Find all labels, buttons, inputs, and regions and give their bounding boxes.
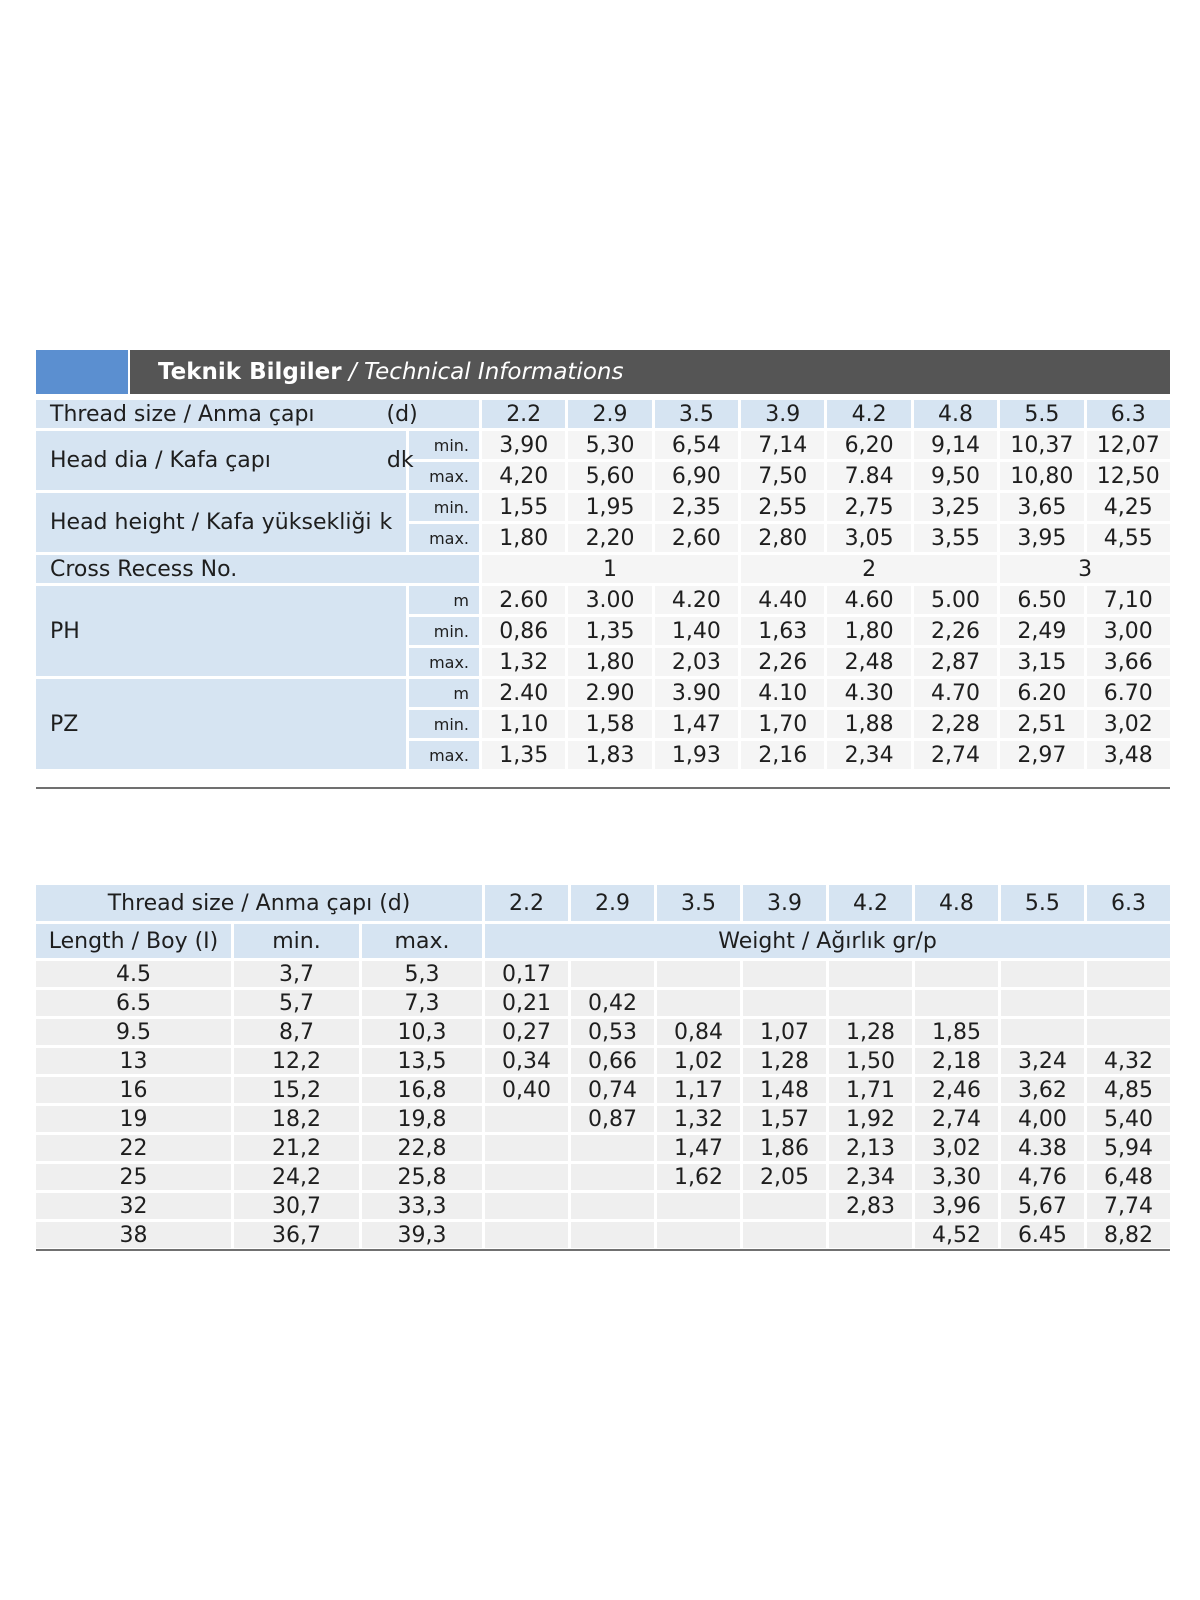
weight-row-length: 32 <box>36 1193 231 1219</box>
weight-row-min: 21,2 <box>234 1135 359 1161</box>
head-height-max-value: 3,55 <box>914 524 997 552</box>
weight-row-length: 19 <box>36 1106 231 1132</box>
weight-row-length: 22 <box>36 1135 231 1161</box>
ph-min-value: 1,80 <box>827 617 910 645</box>
pz-max-value: 1,93 <box>655 741 738 769</box>
head-dia-min-label: min. <box>409 431 479 459</box>
ph-max-value: 2,87 <box>914 648 997 676</box>
weight-row-min: 3,7 <box>234 961 359 987</box>
weight-thread-size-row <box>36 885 1170 921</box>
weight-value: 2,13 <box>829 1135 912 1161</box>
cross-recess-number: 1 <box>482 555 738 583</box>
head-dia-min-value: 9,14 <box>914 431 997 459</box>
weight-row-max: 22,8 <box>362 1135 482 1161</box>
head-height-symbol: k <box>379 510 393 535</box>
weight-value: 4,85 <box>1087 1077 1170 1103</box>
weight-value <box>743 1193 826 1219</box>
head-dia-max-label: max. <box>409 462 479 490</box>
weight-value: 3,24 <box>1001 1048 1084 1074</box>
weight-row-min: 8,7 <box>234 1019 359 1045</box>
head-height-max-value: 4,55 <box>1087 524 1170 552</box>
weight-thread-size-value: 5.5 <box>1001 885 1084 921</box>
weight-value <box>743 1222 826 1248</box>
weight-value <box>571 1164 654 1190</box>
weight-row-min: 24,2 <box>234 1164 359 1190</box>
ph-max-value: 2,03 <box>655 648 738 676</box>
thread-size-value: 5.5 <box>1000 400 1083 428</box>
technical-table-body <box>36 400 1170 769</box>
weight-thread-size-value: 2.9 <box>571 885 654 921</box>
weight-value: 5,40 <box>1087 1106 1170 1132</box>
cross-recess-number: 2 <box>741 555 997 583</box>
weight-value: 8,82 <box>1087 1222 1170 1248</box>
technical-table-bottom-rule <box>36 787 1170 789</box>
weight-value: 3,62 <box>1001 1077 1084 1103</box>
head-dia-min-value: 3,90 <box>482 431 565 459</box>
weight-value: 0,74 <box>571 1077 654 1103</box>
weight-value: 7,74 <box>1087 1193 1170 1219</box>
ph-m-value: 7,10 <box>1087 586 1170 614</box>
weight-value: 3,30 <box>915 1164 998 1190</box>
thread-size-label <box>36 400 479 428</box>
weight-row <box>36 1193 1170 1219</box>
weight-value <box>743 961 826 987</box>
pz-m-row <box>36 679 1170 707</box>
weight-value: 1,47 <box>657 1135 740 1161</box>
head-height-min-value: 2,55 <box>741 493 824 521</box>
weight-table-body <box>36 885 1170 1248</box>
ph-label: PH <box>36 586 406 676</box>
ph-min-value: 0,86 <box>482 617 565 645</box>
weight-thread-size-value: 4.8 <box>915 885 998 921</box>
head-height-min-value: 1,55 <box>482 493 565 521</box>
weight-value <box>657 1222 740 1248</box>
ph-min-value: 1,40 <box>655 617 738 645</box>
head-height-min-value: 1,95 <box>568 493 651 521</box>
section-header <box>36 350 1170 394</box>
pz-label: PZ <box>36 679 406 769</box>
weight-value: 1,50 <box>829 1048 912 1074</box>
weight-value <box>829 990 912 1016</box>
ph-min-value: 1,63 <box>741 617 824 645</box>
pz-min-value: 1,47 <box>655 710 738 738</box>
head-dia-symbol: dk <box>386 448 414 473</box>
thread-size-symbol: (d) <box>386 401 418 427</box>
thread-size-value: 4.2 <box>827 400 910 428</box>
ph-m-value: 4.60 <box>827 586 910 614</box>
weight-value: 1,71 <box>829 1077 912 1103</box>
weight-table <box>33 882 1173 1251</box>
head-height-max-value: 3,05 <box>827 524 910 552</box>
ph-max-value: 3,66 <box>1087 648 1170 676</box>
head-height-min-value: 2,35 <box>655 493 738 521</box>
weight-row-min: 18,2 <box>234 1106 359 1132</box>
weight-value: 1,92 <box>829 1106 912 1132</box>
weight-row-max: 7,3 <box>362 990 482 1016</box>
weight-value: 2,05 <box>743 1164 826 1190</box>
weight-value: 5,67 <box>1001 1193 1084 1219</box>
weight-value <box>1087 990 1170 1016</box>
pz-m-value: 4.30 <box>827 679 910 707</box>
pz-m-value: 3.90 <box>655 679 738 707</box>
weight-value: 0,66 <box>571 1048 654 1074</box>
weight-value: 6.45 <box>1001 1222 1084 1248</box>
pz-max-value: 1,35 <box>482 741 565 769</box>
cross-recess-label: Cross Recess No. <box>36 555 479 583</box>
pz-min-value: 1,58 <box>568 710 651 738</box>
weight-value <box>485 1222 568 1248</box>
weight-value <box>657 961 740 987</box>
weight-value: 4,32 <box>1087 1048 1170 1074</box>
pz-m-value: 6.20 <box>1000 679 1083 707</box>
weight-value <box>485 1106 568 1132</box>
max-column-header: max. <box>362 924 482 958</box>
pz-min-value: 2,28 <box>914 710 997 738</box>
head-dia-max-value: 4,20 <box>482 462 565 490</box>
ph-m-row <box>36 586 1170 614</box>
head-dia-max-value: 7.84 <box>827 462 910 490</box>
pz-m-value: 2.40 <box>482 679 565 707</box>
weight-value <box>1087 961 1170 987</box>
weight-thread-size-label: Thread size / Anma çapı (d) <box>36 885 482 921</box>
weight-table-bottom-rule <box>36 1249 1170 1251</box>
head-dia-min-value: 12,07 <box>1087 431 1170 459</box>
pz-max-value: 2,34 <box>827 741 910 769</box>
weight-row-min: 5,7 <box>234 990 359 1016</box>
weight-value: 1,02 <box>657 1048 740 1074</box>
weight-row <box>36 1106 1170 1132</box>
weight-value: 4,76 <box>1001 1164 1084 1190</box>
weight-column-header: Weight / Ağırlık gr/p <box>485 924 1170 958</box>
ph-max-value: 1,32 <box>482 648 565 676</box>
weight-value: 4,00 <box>1001 1106 1084 1132</box>
thread-size-value: 2.2 <box>482 400 565 428</box>
weight-value <box>485 1193 568 1219</box>
weight-row-min: 12,2 <box>234 1048 359 1074</box>
weight-row-max: 25,8 <box>362 1164 482 1190</box>
weight-row-max: 39,3 <box>362 1222 482 1248</box>
weight-value: 0,27 <box>485 1019 568 1045</box>
weight-value: 2,46 <box>915 1077 998 1103</box>
cross-recess-row <box>36 555 1170 583</box>
weight-value: 1,07 <box>743 1019 826 1045</box>
ph-m-value: 6.50 <box>1000 586 1083 614</box>
head-height-min-value: 4,25 <box>1087 493 1170 521</box>
head-dia-min-value: 6,20 <box>827 431 910 459</box>
ph-max-value: 2,26 <box>741 648 824 676</box>
pz-m-value: 2.90 <box>568 679 651 707</box>
weight-row <box>36 1019 1170 1045</box>
weight-value: 2,18 <box>915 1048 998 1074</box>
weight-value: 2,74 <box>915 1106 998 1132</box>
weight-row-max: 16,8 <box>362 1077 482 1103</box>
thread-size-value: 4.8 <box>914 400 997 428</box>
weight-row-length: 4.5 <box>36 961 231 987</box>
pz-m-label: m <box>409 679 479 707</box>
weight-value <box>1001 1019 1084 1045</box>
ph-m-label: m <box>409 586 479 614</box>
header-bar <box>130 350 1170 394</box>
weight-value: 1,57 <box>743 1106 826 1132</box>
pz-max-value: 1,83 <box>568 741 651 769</box>
thread-size-value: 2.9 <box>568 400 651 428</box>
head-height-max-value: 2,20 <box>568 524 651 552</box>
head-height-max-value: 1,80 <box>482 524 565 552</box>
pz-m-value: 4.70 <box>914 679 997 707</box>
weight-row-max: 10,3 <box>362 1019 482 1045</box>
weight-thread-size-value: 4.2 <box>829 885 912 921</box>
weight-value <box>485 1135 568 1161</box>
weight-value <box>571 1222 654 1248</box>
ph-min-value: 2,26 <box>914 617 997 645</box>
pz-min-label: min. <box>409 710 479 738</box>
min-column-header: min. <box>234 924 359 958</box>
weight-row <box>36 1222 1170 1248</box>
weight-value: 0,84 <box>657 1019 740 1045</box>
head-dia-min-value: 7,14 <box>741 431 824 459</box>
thread-size-row <box>36 400 1170 428</box>
length-column-header: Length / Boy (I) <box>36 924 231 958</box>
ph-max-value: 1,80 <box>568 648 651 676</box>
head-height-min-label: min. <box>409 493 479 521</box>
weight-row <box>36 1135 1170 1161</box>
weight-value: 0,42 <box>571 990 654 1016</box>
weight-row-length: 38 <box>36 1222 231 1248</box>
weight-value <box>1087 1019 1170 1045</box>
weight-value <box>1001 990 1084 1016</box>
ph-m-value: 4.40 <box>741 586 824 614</box>
ph-m-value: 5.00 <box>914 586 997 614</box>
ph-max-value: 2,48 <box>827 648 910 676</box>
weight-value <box>829 1222 912 1248</box>
ph-min-label: min. <box>409 617 479 645</box>
weight-value: 1,62 <box>657 1164 740 1190</box>
weight-row-max: 33,3 <box>362 1193 482 1219</box>
thread-size-value: 3.5 <box>655 400 738 428</box>
weight-row-max: 13,5 <box>362 1048 482 1074</box>
pz-m-value: 6.70 <box>1087 679 1170 707</box>
weight-value: 2,34 <box>829 1164 912 1190</box>
head-dia-min-row <box>36 431 1170 459</box>
weight-value <box>571 961 654 987</box>
technical-table <box>33 397 1173 772</box>
thread-size-label-text: Thread size / Anma çapı <box>50 401 315 427</box>
weight-value: 3,02 <box>915 1135 998 1161</box>
pz-min-value: 2,51 <box>1000 710 1083 738</box>
weight-row-min: 36,7 <box>234 1222 359 1248</box>
weight-value <box>743 990 826 1016</box>
weight-value: 0,21 <box>485 990 568 1016</box>
weight-value: 5,94 <box>1087 1135 1170 1161</box>
head-dia-max-value: 9,50 <box>914 462 997 490</box>
weight-value: 0,53 <box>571 1019 654 1045</box>
thread-size-value: 3.9 <box>741 400 824 428</box>
weight-value: 1,28 <box>743 1048 826 1074</box>
cross-recess-number: 3 <box>1000 555 1170 583</box>
weight-value: 0,40 <box>485 1077 568 1103</box>
ph-m-value: 3.00 <box>568 586 651 614</box>
pz-max-value: 2,16 <box>741 741 824 769</box>
weight-row-length: 16 <box>36 1077 231 1103</box>
head-height-max-label: max. <box>409 524 479 552</box>
head-dia-max-value: 6,90 <box>655 462 738 490</box>
weight-row-length: 9.5 <box>36 1019 231 1045</box>
weight-value <box>657 990 740 1016</box>
weight-value: 0,87 <box>571 1106 654 1132</box>
weight-row-min: 15,2 <box>234 1077 359 1103</box>
weight-row-max: 19,8 <box>362 1106 482 1132</box>
weight-value: 3,96 <box>915 1193 998 1219</box>
pz-max-value: 3,48 <box>1087 741 1170 769</box>
head-dia-label <box>36 431 414 490</box>
ph-min-value: 1,35 <box>568 617 651 645</box>
head-dia-max-value: 10,80 <box>1000 462 1083 490</box>
head-dia-min-value: 5,30 <box>568 431 651 459</box>
head-dia-min-value: 6,54 <box>655 431 738 459</box>
ph-min-value: 2,49 <box>1000 617 1083 645</box>
head-dia-max-value: 5,60 <box>568 462 651 490</box>
weight-thread-size-value: 3.5 <box>657 885 740 921</box>
weight-value <box>1001 961 1084 987</box>
weight-row <box>36 1077 1170 1103</box>
weight-value <box>829 961 912 987</box>
ph-min-value: 3,00 <box>1087 617 1170 645</box>
head-height-max-value: 2,60 <box>655 524 738 552</box>
weight-value: 4,52 <box>915 1222 998 1248</box>
head-dia-max-value: 12,50 <box>1087 462 1170 490</box>
head-dia-label-text: Head dia / Kafa çapı <box>50 448 271 473</box>
weight-value: 2,83 <box>829 1193 912 1219</box>
weight-value: 4.38 <box>1001 1135 1084 1161</box>
weight-value <box>571 1193 654 1219</box>
pz-max-value: 2,97 <box>1000 741 1083 769</box>
weight-row-max: 5,3 <box>362 961 482 987</box>
pz-min-value: 1,10 <box>482 710 565 738</box>
pz-max-value: 2,74 <box>914 741 997 769</box>
ph-max-value: 3,15 <box>1000 648 1083 676</box>
weight-subheader-row <box>36 924 1170 958</box>
head-height-min-value: 2,75 <box>827 493 910 521</box>
ph-max-label: max. <box>409 648 479 676</box>
head-height-max-value: 2,80 <box>741 524 824 552</box>
weight-value: 1,48 <box>743 1077 826 1103</box>
weight-row <box>36 1164 1170 1190</box>
thread-size-value: 6.3 <box>1087 400 1170 428</box>
weight-thread-size-value: 3.9 <box>743 885 826 921</box>
pz-min-value: 1,88 <box>827 710 910 738</box>
head-height-label-text: Head height / Kafa yüksekliği <box>50 510 372 535</box>
head-height-min-value: 3,65 <box>1000 493 1083 521</box>
weight-value: 0,17 <box>485 961 568 987</box>
weight-value: 1,32 <box>657 1106 740 1132</box>
weight-value: 6,48 <box>1087 1164 1170 1190</box>
weight-row <box>36 990 1170 1016</box>
weight-row-length: 13 <box>36 1048 231 1074</box>
ph-m-value: 2.60 <box>482 586 565 614</box>
weight-row-length: 25 <box>36 1164 231 1190</box>
header-separator: / <box>341 359 364 385</box>
head-dia-min-value: 10,37 <box>1000 431 1083 459</box>
pz-m-value: 4.10 <box>741 679 824 707</box>
header-title-en: Technical Informations <box>363 359 624 385</box>
weight-value <box>571 1135 654 1161</box>
weight-value: 1,28 <box>829 1019 912 1045</box>
weight-value <box>657 1193 740 1219</box>
header-accent-block <box>36 350 128 394</box>
weight-row <box>36 961 1170 987</box>
weight-row-length: 6.5 <box>36 990 231 1016</box>
weight-value <box>485 1164 568 1190</box>
pz-min-value: 3,02 <box>1087 710 1170 738</box>
weight-row-min: 30,7 <box>234 1193 359 1219</box>
header-title-tr: Teknik Bilgiler <box>158 359 342 385</box>
ph-m-value: 4.20 <box>655 586 738 614</box>
weight-value <box>915 961 998 987</box>
head-height-min-value: 3,25 <box>914 493 997 521</box>
head-height-max-value: 3,95 <box>1000 524 1083 552</box>
weight-thread-size-value: 2.2 <box>485 885 568 921</box>
pz-min-value: 1,70 <box>741 710 824 738</box>
head-height-label <box>36 493 406 552</box>
weight-row <box>36 1048 1170 1074</box>
pz-max-label: max. <box>409 741 479 769</box>
weight-value: 1,17 <box>657 1077 740 1103</box>
head-dia-max-value: 7,50 <box>741 462 824 490</box>
weight-value: 0,34 <box>485 1048 568 1074</box>
head-height-min-row <box>36 493 1170 521</box>
weight-value: 1,86 <box>743 1135 826 1161</box>
weight-value: 1,85 <box>915 1019 998 1045</box>
weight-thread-size-value: 6.3 <box>1087 885 1170 921</box>
weight-value <box>915 990 998 1016</box>
